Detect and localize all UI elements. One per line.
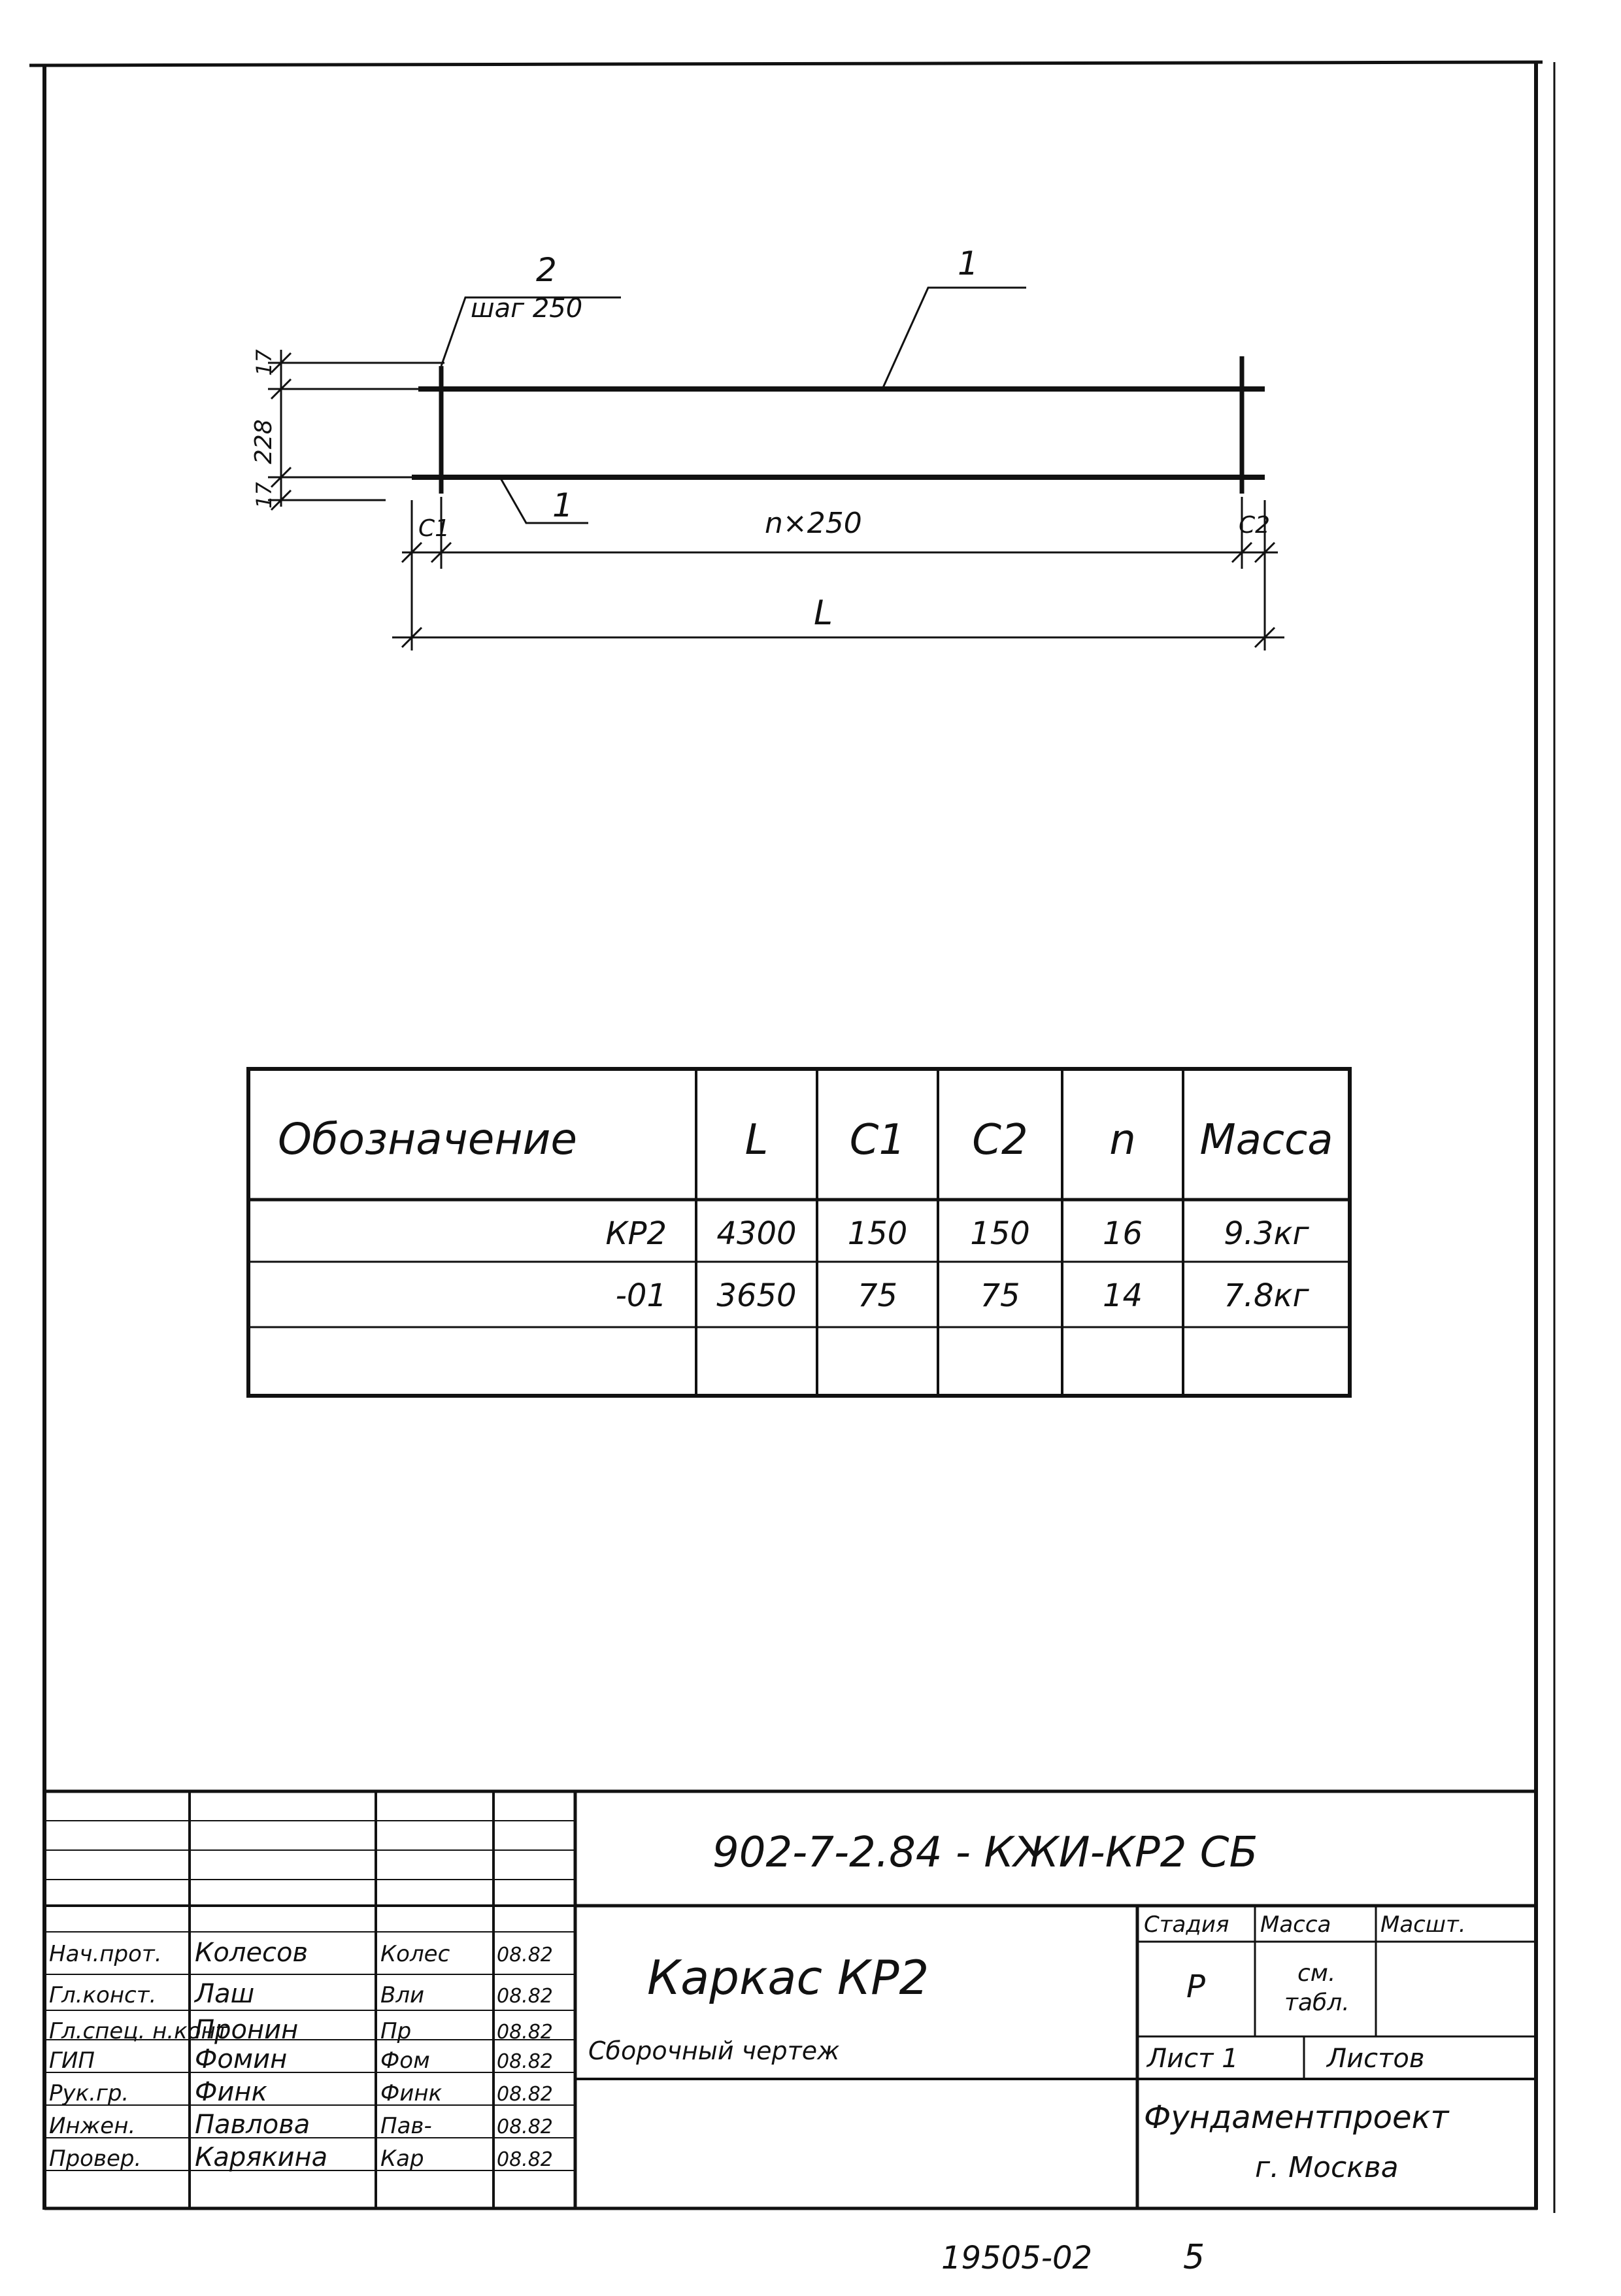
staff-date: 08.82 xyxy=(497,2083,553,2106)
table-header-cell: L xyxy=(744,1116,769,1164)
staff-date: 08.82 xyxy=(497,2021,553,2044)
staff-role: Инжен. xyxy=(49,2113,136,2139)
stirrup-position-label: 2 xyxy=(536,251,557,289)
cage-drawing xyxy=(268,288,1284,650)
drawing-title: Каркас КР2 xyxy=(647,1950,929,2005)
dim-c1-label: C1 xyxy=(418,515,450,542)
table-cell: 14 xyxy=(1102,1277,1143,1314)
mass-value-line1: см. xyxy=(1297,1960,1336,1987)
sheets-label: Листов xyxy=(1327,2044,1425,2074)
staff-sign: Кар xyxy=(380,2146,424,2172)
staff-role: Рук.гр. xyxy=(49,2080,129,2106)
table-header-cell: Масса xyxy=(1199,1116,1333,1164)
staff-date: 08.82 xyxy=(497,1985,553,2008)
staff-role: Гл.спец. н.конт xyxy=(49,2018,229,2044)
table-header-cell: C1 xyxy=(849,1116,906,1164)
staff-date: 08.82 xyxy=(497,2050,553,2073)
dim-span-label: n×250 xyxy=(765,507,862,540)
staff-name: Павлова xyxy=(195,2110,310,2140)
document-code: 902-7-2.84 - КЖИ-КР2 СБ xyxy=(712,1829,1258,1877)
archive-number: 19505-02 xyxy=(941,2240,1093,2276)
staff-role: Гл.конст. xyxy=(49,1982,157,2008)
table-cell: КР2 xyxy=(605,1215,667,1252)
staff-role: Нач.прот. xyxy=(49,1941,162,1967)
table-cell: -01 xyxy=(615,1277,667,1314)
staff-role: ГИП xyxy=(49,2048,95,2074)
dim-length-label: L xyxy=(814,594,833,633)
table-cell: 75 xyxy=(980,1277,1020,1314)
table-cell: 4300 xyxy=(716,1215,797,1252)
stirrup-step-label: шаг 250 xyxy=(471,294,583,324)
staff-date: 08.82 xyxy=(497,2148,553,2171)
staff-role: Провер. xyxy=(49,2146,142,2172)
table-cell: 7.8кг xyxy=(1224,1277,1309,1314)
table-header-cell: n xyxy=(1109,1116,1136,1164)
staff-sign: Пав- xyxy=(380,2113,432,2139)
top-rod-position-label: 1 xyxy=(958,245,978,282)
staff-date: 08.82 xyxy=(497,1944,553,1967)
dim-height-label: 228 xyxy=(250,419,277,464)
table-cell: 75 xyxy=(857,1277,898,1314)
organization-name: Фундаментпроект xyxy=(1144,2099,1449,2136)
staff-sign: Финк xyxy=(380,2080,443,2106)
table-header-cell: C2 xyxy=(972,1116,1028,1164)
table-header-cell: Обозначение xyxy=(278,1114,577,1164)
leader-top-rod xyxy=(882,288,1026,389)
staff-name: Пронин xyxy=(195,2015,299,2045)
staff-name: Лаш xyxy=(195,1979,255,2009)
leader-bottom-rod xyxy=(500,477,588,523)
scale-header: Масшт. xyxy=(1380,1912,1466,1938)
staff-sign: Колес xyxy=(380,1941,450,1967)
staff-sign: Пр xyxy=(380,2018,412,2044)
staff-sign: Фом xyxy=(380,2048,430,2074)
stage-value: Р xyxy=(1186,1968,1205,2005)
table-cell: 16 xyxy=(1102,1215,1143,1252)
page-number: 5 xyxy=(1183,2238,1205,2277)
staff-name: Финк xyxy=(195,2077,267,2107)
staff-name: Колесов xyxy=(195,1938,309,1968)
staff-name: Фомин xyxy=(195,2044,288,2074)
spec-table-text xyxy=(278,1114,1333,1314)
stage-header: Стадия xyxy=(1144,1912,1229,1938)
dim-c2-label: C2 xyxy=(1239,512,1271,539)
staff-date: 08.82 xyxy=(497,2116,553,2138)
table-cell: 3650 xyxy=(716,1277,797,1314)
organization-city: г. Москва xyxy=(1255,2151,1399,2184)
staff-name: Карякина xyxy=(195,2142,328,2172)
mass-value-line2: табл. xyxy=(1284,1989,1350,2016)
bottom-rod-position-label: 1 xyxy=(552,486,573,524)
sheet-label: Лист 1 xyxy=(1147,2044,1239,2074)
drawing-subtitle: Сборочный чертеж xyxy=(588,2036,840,2065)
staff-sign: Вли xyxy=(380,1982,425,2008)
table-cell: 150 xyxy=(847,1215,908,1252)
dim-edge-bottom-label: 17 xyxy=(252,482,276,509)
mass-header: Масса xyxy=(1260,1912,1331,1938)
table-cell: 150 xyxy=(970,1215,1030,1252)
table-cell: 9.3кг xyxy=(1224,1215,1309,1252)
dim-edge-top-label: 17 xyxy=(252,349,276,376)
